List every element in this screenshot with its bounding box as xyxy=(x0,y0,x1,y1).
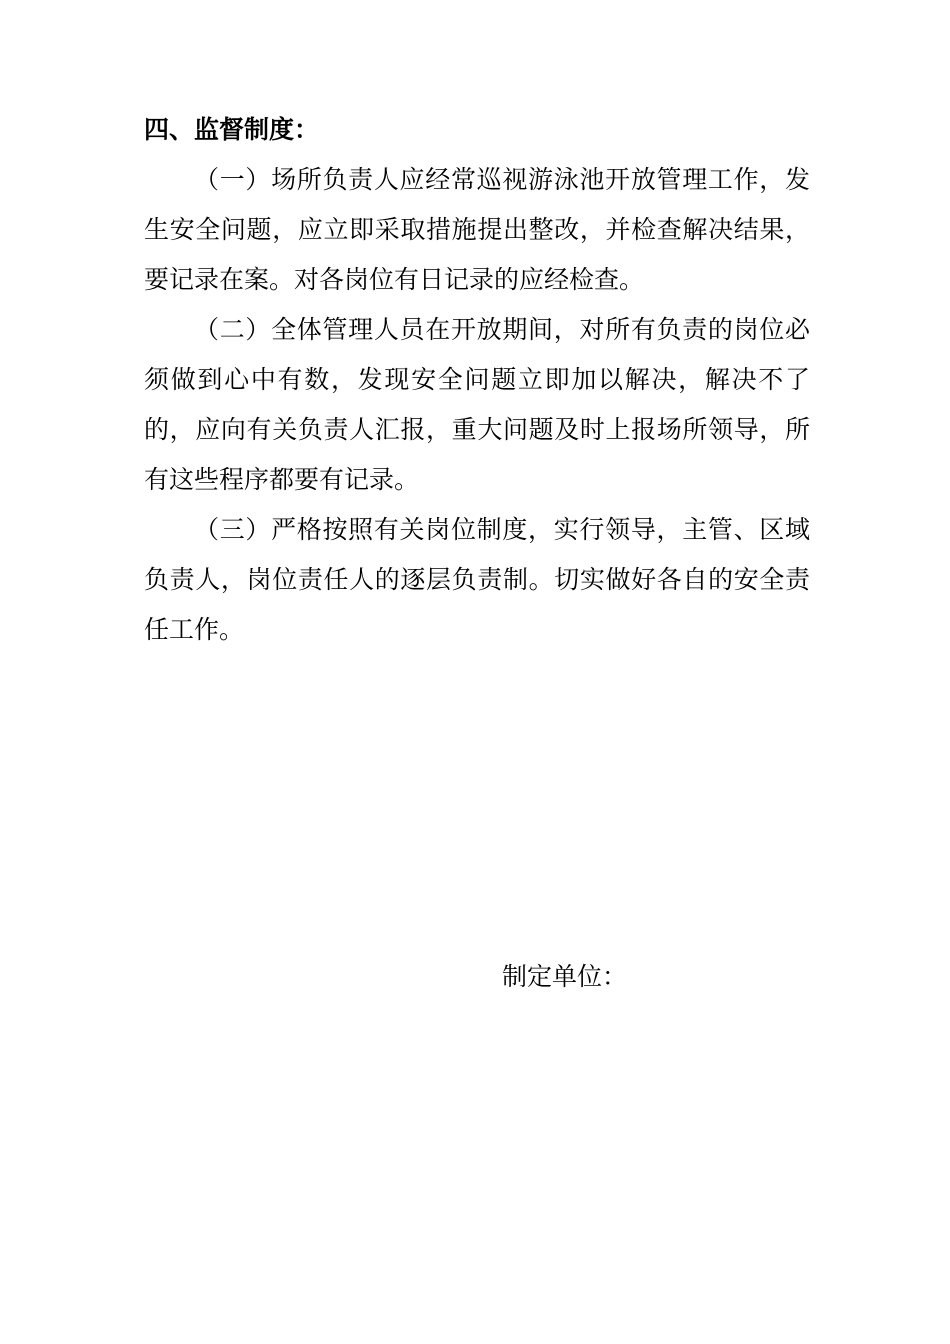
paragraph-3: （三）严格按照有关岗位制度，实行领导，主管、区域负责人，岗位责任人的逐层负责制。切实做好各自的安全责任工作。 xyxy=(144,515,810,644)
paragraph-1: （一）场所负责人应经常巡视游泳池开放管理工作，发生安全问题，应立即采取措施提出整改，并检查解决结果，要记录在案。对各岗位有日记录的应经检查。 xyxy=(144,165,810,294)
signature-label: 制定单位： xyxy=(502,962,628,991)
paragraph-2: （二）全体管理人员在开放期间，对所有负责的岗位必须做到心中有数，发现安全问题立即加以解决，解决不了的，应向有关负责人汇报，重大问题及时上报场所领导，所有这些程序都要有记录。 xyxy=(144,315,810,494)
section-heading: 四、监督制度： xyxy=(144,115,320,144)
